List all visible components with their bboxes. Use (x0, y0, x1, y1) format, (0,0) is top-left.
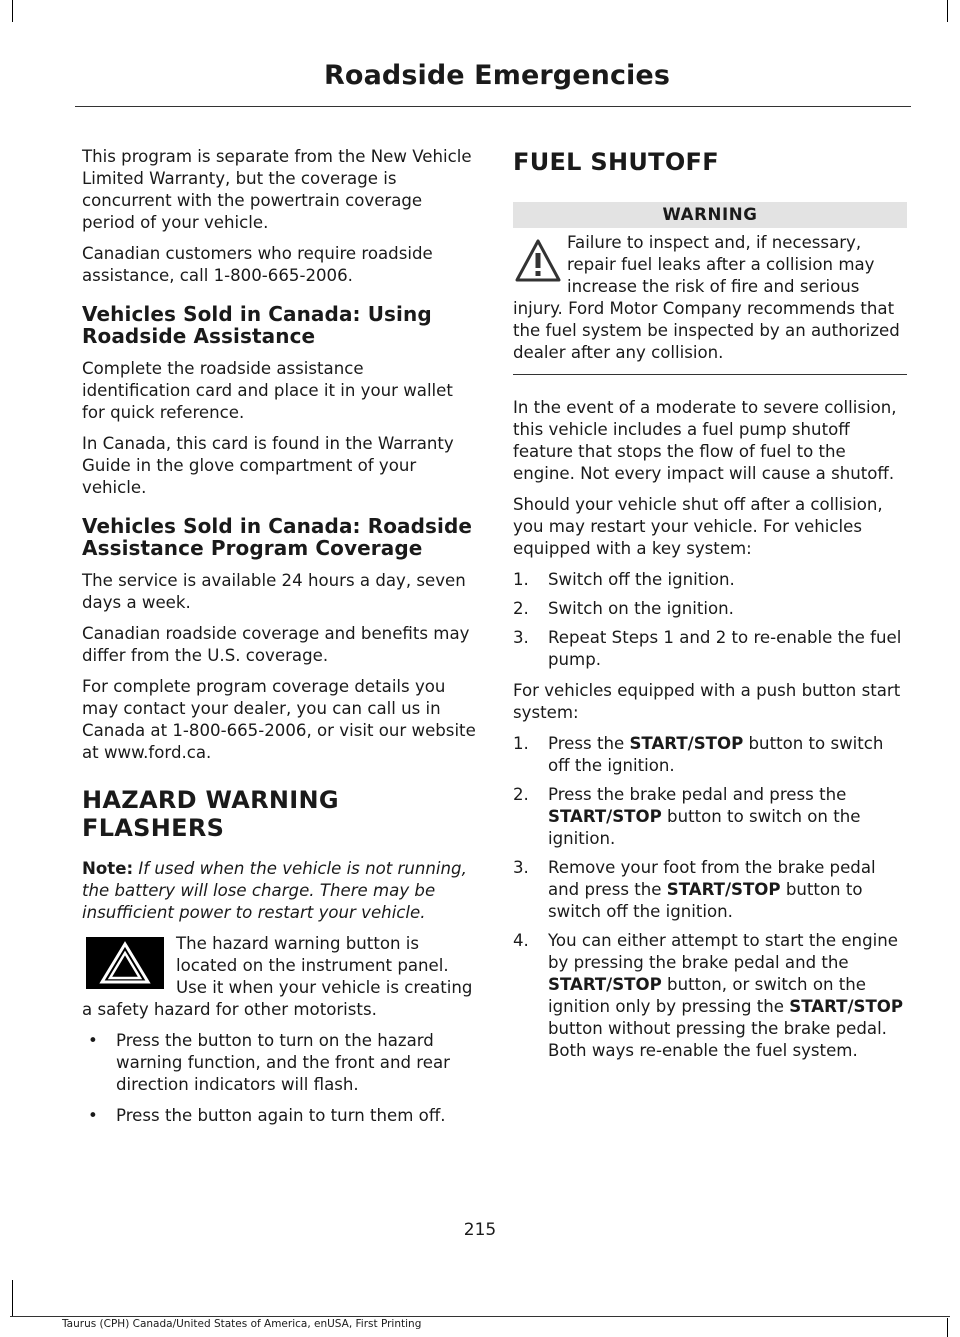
right-column (513, 146, 907, 1071)
paragraph: In the event of a moderate to severe collision, this vehicle includes a fuel pump shutoff feature that stops the flow of fuel to the engine. Not every impact will cause a shutoff. (513, 398, 897, 483)
warning-text: Failure to inspect and, if necessary, repair fuel leaks after a collision may increase the risk of fire and serious injury. Ford Motor Company recommends that the fuel system be inspected by an authorized dealer after any collision. (513, 233, 900, 362)
step-number: 2. (513, 599, 529, 618)
list-item (513, 598, 907, 620)
step-number: 4. (513, 931, 529, 950)
step-text: You can either attempt to start the engine by pressing the brake pedal and the (548, 931, 898, 972)
paragraph: In Canada, this card is found in the Warranty Guide in the glove compartment of your vehicle. (82, 434, 454, 497)
step-number: 2. (513, 785, 529, 804)
step-number: 3. (513, 628, 529, 647)
start-stop-label: START/STOP (548, 807, 662, 826)
section-heading-fuel-shutoff: FUEL SHUTOFF (513, 148, 719, 176)
paragraph: Should your vehicle shut off after a collision, you may restart your vehicle. For vehicles equipped with a key system: (513, 495, 883, 558)
list-item-text: Press the button again to turn them off. (116, 1106, 446, 1125)
start-stop-label: START/STOP (548, 975, 662, 994)
page-title: Roadside Emergencies (324, 60, 670, 91)
crop-mark-top-right (947, 0, 948, 22)
crop-mark-bottom-right (947, 1318, 948, 1337)
bullet-mark: • (88, 1031, 98, 1050)
step-text: Remove your foot from the brake pedal and press the (548, 858, 876, 899)
list-item-text: Press the button to turn on the hazard warning function, and the front and rear direction indicators will flash. (116, 1031, 450, 1094)
start-stop-label: START/STOP (789, 997, 904, 1016)
step-text: button to switch on the ignition. (548, 807, 861, 848)
section-heading-program-coverage: Vehicles Sold in Canada: Roadside Assistance Program Coverage (82, 514, 473, 560)
step-text: Press the (548, 734, 630, 753)
step-text: Press the brake pedal and press the (548, 785, 847, 804)
push-button-steps (513, 733, 907, 1062)
bullet-mark: • (88, 1106, 98, 1125)
printing-info: Taurus (CPH) Canada/United States of America, enUSA, First Printing (62, 1318, 422, 1330)
paragraph: Canadian roadside coverage and benefits may differ from the U.S. coverage. (82, 624, 470, 665)
step-text: Repeat Steps 1 and 2 to re-enable the fuel pump. (548, 628, 902, 669)
key-system-steps (513, 569, 907, 671)
section-heading-hazard-flashers: HAZARD WARNING FLASHERS (82, 786, 339, 842)
list-item (513, 627, 907, 671)
warning-label: WARNING (513, 202, 907, 228)
step-text: button to switch off the ignition. (548, 734, 884, 775)
step-text: button without pressing the brake pedal. Both ways re-enable the fuel system. (548, 1019, 887, 1060)
left-column (82, 146, 476, 1136)
section-heading-using-roadside: Vehicles Sold in Canada: Using Roadside Assistance (82, 302, 432, 348)
paragraph: Canadian customers who require roadside assistance, call 1-800-665-2006. (82, 244, 433, 285)
paragraph: Complete the roadside assistance identification card and place it in your wallet for quick reference. (82, 359, 453, 422)
step-text: Switch on the ignition. (548, 599, 734, 618)
hazard-triangle-icon (86, 937, 164, 989)
step-number: 1. (513, 734, 529, 753)
list-item (82, 1105, 476, 1127)
warning-divider (513, 374, 907, 375)
paragraph: This program is separate from the New Vehicle Limited Warranty, but the coverage is concurrent with the powertrain coverage period of your vehicle. (82, 147, 472, 232)
list-item (513, 569, 907, 591)
page-number: 215 (463, 1220, 497, 1240)
footer-divider (10, 1316, 950, 1317)
step-number: 3. (513, 858, 529, 877)
note-text: If used when the vehicle is not running, the battery will lose charge. There may be insufficient power to restart your vehicle. (82, 859, 467, 922)
step-text: Switch off the ignition. (548, 570, 735, 589)
list-item (513, 930, 907, 1062)
note (82, 858, 476, 924)
list-item (513, 784, 907, 850)
paragraph: For vehicles equipped with a push button start system: (513, 681, 901, 722)
step-text: button to switch off the ignition. (548, 880, 863, 921)
start-stop-label: START/STOP (666, 880, 781, 899)
crop-mark-bottom-left (12, 1280, 13, 1316)
hazard-figure-row (82, 933, 476, 1021)
start-stop-label: START/STOP (629, 734, 744, 753)
list-item (513, 857, 907, 923)
crop-mark-top-left (12, 0, 13, 22)
list-item (82, 1030, 476, 1096)
paragraph: For complete program coverage details you may contact your dealer, you can call us in Canada at 1-800-665-2006, or visit our website at www.ford.ca. (82, 677, 476, 762)
paragraph: The service is available 24 hours a day, seven days a week. (82, 571, 466, 612)
note-label: Note: (82, 859, 134, 878)
hazard-bullet-list (82, 1030, 476, 1127)
warning-triangle-icon (513, 238, 563, 284)
list-item (513, 733, 907, 777)
warning-box (513, 232, 907, 364)
paragraph: The hazard warning button is located on the instrument panel. Use it when your vehicle is creating a safety hazard for other motorists. (82, 934, 473, 1019)
step-number: 1. (513, 570, 529, 589)
step-text: button, or switch on the ignition only by pressing the (548, 975, 867, 1016)
header-divider (75, 106, 911, 107)
